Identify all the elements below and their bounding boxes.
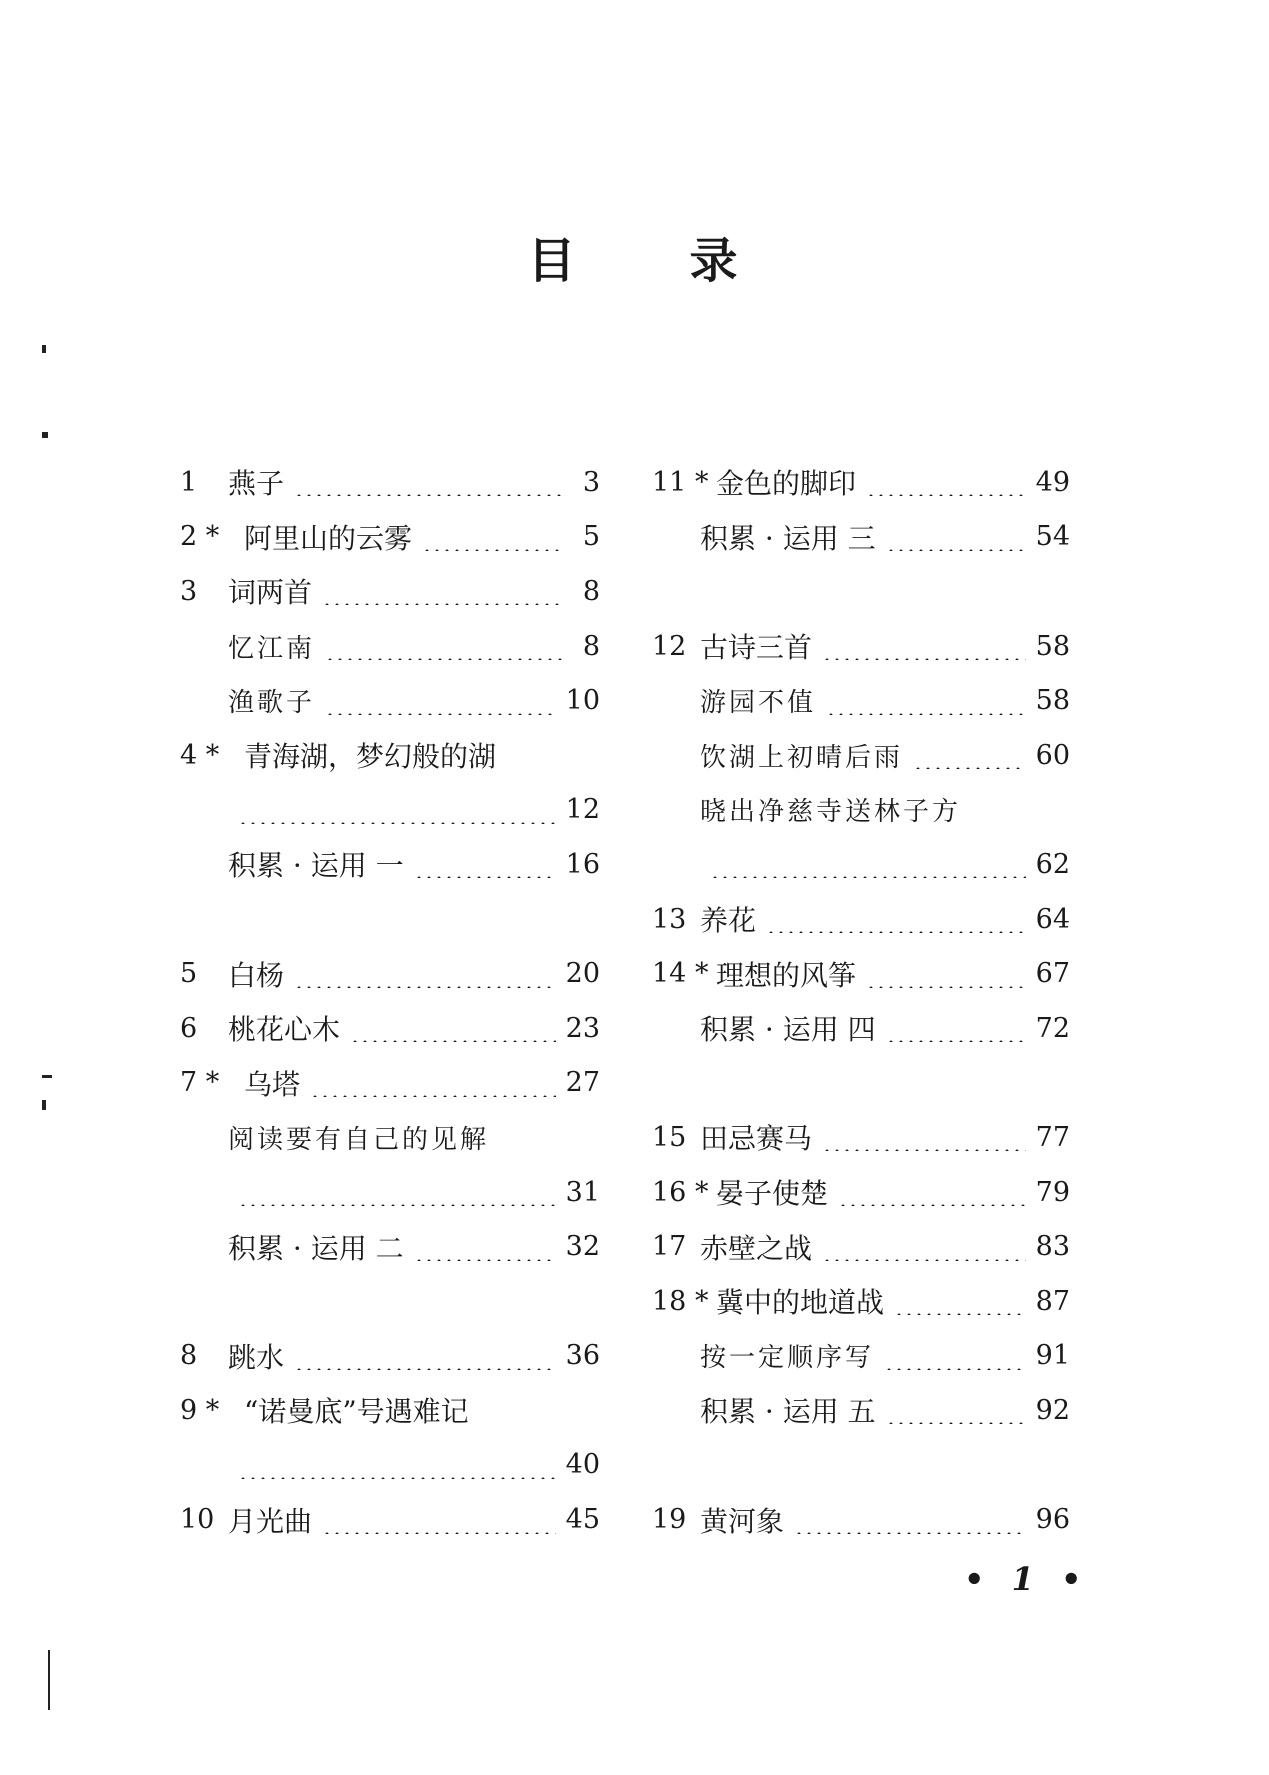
toc-entry: [180, 1329, 600, 1384]
toc-entry-page: 5: [582, 521, 600, 553]
leader-dots: [414, 1233, 556, 1261]
leader-dots: [322, 1506, 556, 1534]
toc-entry-title: 跳水: [228, 1340, 285, 1374]
toc-entry-number: 3: [180, 575, 198, 607]
toc-entry-page: 79: [1035, 1176, 1070, 1208]
toc-entry: [652, 1383, 1070, 1438]
leader-dots: [884, 1342, 1026, 1370]
toc-entry-number: 18 *: [652, 1285, 709, 1317]
toc-entry-page: 45: [565, 1504, 600, 1536]
toc-entry: [180, 783, 600, 838]
leader-dots: [866, 468, 1026, 496]
toc-entry: [180, 1110, 600, 1165]
toc-entry-title: 游园不值: [700, 688, 817, 719]
toc-entry-title: 月光曲: [228, 1504, 313, 1538]
toc-entry-page: 83: [1035, 1231, 1070, 1263]
toc-entry-number: 9 *: [180, 1394, 220, 1426]
leader-dots: [325, 632, 562, 660]
toc-entry-page: 8: [582, 630, 600, 662]
leader-dots: [710, 850, 1026, 878]
toc-entry-title: 古诗三首: [700, 631, 813, 665]
toc-entry-page: 32: [565, 1231, 600, 1263]
toc-spacer: [652, 1056, 1070, 1111]
toc-entry: [180, 673, 600, 728]
toc-entry-page: 31: [565, 1176, 600, 1208]
toc-entry-number: 2 *: [180, 521, 220, 553]
leader-dots: [294, 468, 562, 496]
toc-entry-page: 54: [1035, 521, 1070, 553]
toc-entry-title: 晓出净慈寺送林子方: [700, 797, 962, 828]
leader-dots: [350, 1014, 556, 1042]
toc-entry-page: 87: [1035, 1285, 1070, 1317]
leader-dots: [325, 687, 556, 715]
toc-entry: [180, 1492, 600, 1547]
page-title: [0, 222, 1269, 291]
toc-entry-title: 积累 · 运用 一: [228, 849, 404, 883]
scan-mark: [42, 432, 48, 438]
leader-dots: [294, 1342, 556, 1370]
leader-dots: [422, 523, 562, 551]
toc-entry: [180, 728, 600, 783]
toc-entry: [180, 564, 600, 619]
toc-entry-page: 62: [1035, 848, 1070, 880]
toc-entry-title: 理想的风筝: [716, 958, 857, 992]
toc-entry-page: 3: [582, 466, 600, 498]
leader-dots: [310, 1069, 556, 1097]
toc-entry-number: 15: [652, 1121, 687, 1153]
toc-entry-title: 白杨: [228, 958, 285, 992]
toc-entry-title: 赤壁之战: [700, 1231, 813, 1265]
toc-entry-number: 6: [180, 1012, 198, 1044]
toc-entry-title: 田忌赛马: [700, 1122, 813, 1156]
toc-entry-title: 饮湖上初晴后雨: [700, 742, 904, 773]
leader-dots: [886, 1014, 1026, 1042]
toc-entry-page: 16: [565, 848, 600, 880]
toc-entry: [180, 946, 600, 1001]
toc-spacer: [652, 1438, 1070, 1493]
toc-entry: [652, 1219, 1070, 1274]
toc-entry-title: 按一定顺序写: [700, 1343, 875, 1374]
toc-entry: [180, 455, 600, 510]
toc-entry-number: 10: [180, 1504, 215, 1536]
toc-entry-page: 10: [565, 685, 600, 717]
toc-right-column: [652, 455, 1070, 1547]
toc-entry: [180, 1001, 600, 1056]
toc-entry-title: 黄河象: [700, 1504, 785, 1538]
toc-entry-title: 阅读要有自己的见解: [228, 1124, 490, 1155]
toc-entry: [652, 1165, 1070, 1220]
toc-entry-page: 12: [565, 794, 600, 826]
toc-entry-number: 17: [652, 1231, 687, 1263]
toc-entry-number: 7 *: [180, 1067, 220, 1099]
leader-dots: [822, 632, 1026, 660]
toc-entry-title: 青海湖，梦幻般的湖: [244, 740, 497, 774]
leader-dots: [294, 960, 556, 988]
toc-entry-title: 金色的脚印: [716, 467, 857, 501]
title-char-1: 目: [527, 233, 580, 289]
toc-entry-number: 8: [180, 1340, 198, 1372]
toc-entry: [652, 1110, 1070, 1165]
page-number: • 1 •: [964, 1560, 1090, 1598]
leader-dots: [838, 1178, 1026, 1206]
toc-entry-page: 23: [565, 1012, 600, 1044]
leader-dots: [886, 523, 1026, 551]
toc-entry-page: 96: [1035, 1504, 1070, 1536]
toc-entry-title: 积累 · 运用 四: [700, 1013, 876, 1047]
toc-entry: [652, 619, 1070, 674]
toc-entry-number: 4 *: [180, 739, 220, 771]
toc-entry-title: 积累 · 运用 二: [228, 1231, 404, 1265]
toc-entry: [652, 946, 1070, 1001]
toc-entry-number: 16 *: [652, 1176, 709, 1208]
toc-entry: [180, 1438, 600, 1493]
leader-dots: [822, 1233, 1026, 1261]
toc-entry-title: 渔歌子: [228, 688, 316, 719]
toc-left-column: [180, 455, 600, 1547]
toc-entry: [652, 728, 1070, 783]
toc-entry: [652, 783, 1070, 838]
toc-entry-title: 养花: [700, 904, 757, 938]
toc-entry: [652, 837, 1070, 892]
toc-spacer: [652, 564, 1070, 619]
leader-dots: [866, 960, 1026, 988]
toc-entry: [180, 1383, 600, 1438]
leader-dots: [766, 905, 1026, 933]
toc-entry-page: 77: [1035, 1121, 1070, 1153]
toc-entry-page: 49: [1035, 466, 1070, 498]
toc-entry: [180, 619, 600, 674]
toc-entry: [652, 892, 1070, 947]
toc-entry-page: 60: [1035, 739, 1070, 771]
toc-entry: [652, 1274, 1070, 1329]
toc-entry-number: 5: [180, 958, 198, 990]
toc-entry: [180, 1219, 600, 1274]
toc-entry-page: 58: [1035, 685, 1070, 717]
toc-entry-page: 64: [1035, 903, 1070, 935]
scan-mark: [42, 1075, 52, 1078]
toc-entry-title: 积累 · 运用 三: [700, 521, 876, 555]
toc-entry-page: 40: [565, 1449, 600, 1481]
toc-entry-page: 8: [582, 575, 600, 607]
toc-entry: [652, 455, 1070, 510]
toc-entry-page: 91: [1035, 1340, 1070, 1372]
toc-entry-number: 13: [652, 903, 687, 935]
toc-entry-title: 冀中的地道战: [716, 1286, 885, 1320]
toc-entry: [180, 837, 600, 892]
toc-entry-title: 桃花心木: [228, 1013, 341, 1047]
toc-entry-number: 19: [652, 1504, 687, 1536]
toc-entry-number: 11 *: [652, 466, 709, 498]
leader-dots: [913, 741, 1026, 769]
toc-spacer: [180, 892, 600, 947]
toc-entry-page: 36: [565, 1340, 600, 1372]
toc-entry-title: 阿里山的云雾: [244, 521, 413, 555]
toc-entry: [180, 510, 600, 565]
toc-entry-title: 积累 · 运用 五: [700, 1395, 876, 1429]
toc-entry-page: 20: [565, 958, 600, 990]
leader-dots: [826, 687, 1026, 715]
leader-dots: [886, 1396, 1026, 1424]
toc-entry-title: “诺曼底”号遇难记: [244, 1395, 469, 1429]
leader-dots: [894, 1287, 1026, 1315]
toc-entry: [652, 1329, 1070, 1384]
title-char-2: 录: [689, 233, 742, 289]
leader-dots: [322, 577, 562, 605]
toc-entry-title: 晏子使楚: [716, 1177, 829, 1211]
leader-dots: [238, 1451, 556, 1479]
scan-mark: [42, 345, 46, 353]
toc-entry: [652, 1492, 1070, 1547]
toc-spacer: [180, 1274, 600, 1329]
toc-entry: [652, 673, 1070, 728]
toc-entry-number: 12: [652, 630, 687, 662]
toc-entry: [180, 1165, 600, 1220]
leader-dots: [414, 850, 556, 878]
toc-entry-number: 14 *: [652, 958, 709, 990]
toc-entry: [652, 510, 1070, 565]
toc-entry-page: 92: [1035, 1394, 1070, 1426]
toc-entry-title: 词两首: [228, 576, 313, 610]
toc-entry-page: 27: [565, 1067, 600, 1099]
scan-mark: [48, 1650, 50, 1710]
toc-entry-page: 67: [1035, 958, 1070, 990]
toc-entry-page: 58: [1035, 630, 1070, 662]
toc-entry: [180, 1056, 600, 1111]
leader-dots: [794, 1506, 1026, 1534]
scan-mark: [42, 1100, 46, 1110]
leader-dots: [238, 1178, 556, 1206]
toc-entry-page: 72: [1035, 1012, 1070, 1044]
toc-entry: [652, 1001, 1070, 1056]
leader-dots: [238, 796, 556, 824]
toc-entry-title: 燕子: [228, 467, 285, 501]
toc-entry-number: 1: [180, 466, 198, 498]
leader-dots: [822, 1123, 1026, 1151]
toc-entry-title: 忆江南: [228, 633, 316, 664]
toc-entry-title: 乌塔: [244, 1067, 301, 1101]
